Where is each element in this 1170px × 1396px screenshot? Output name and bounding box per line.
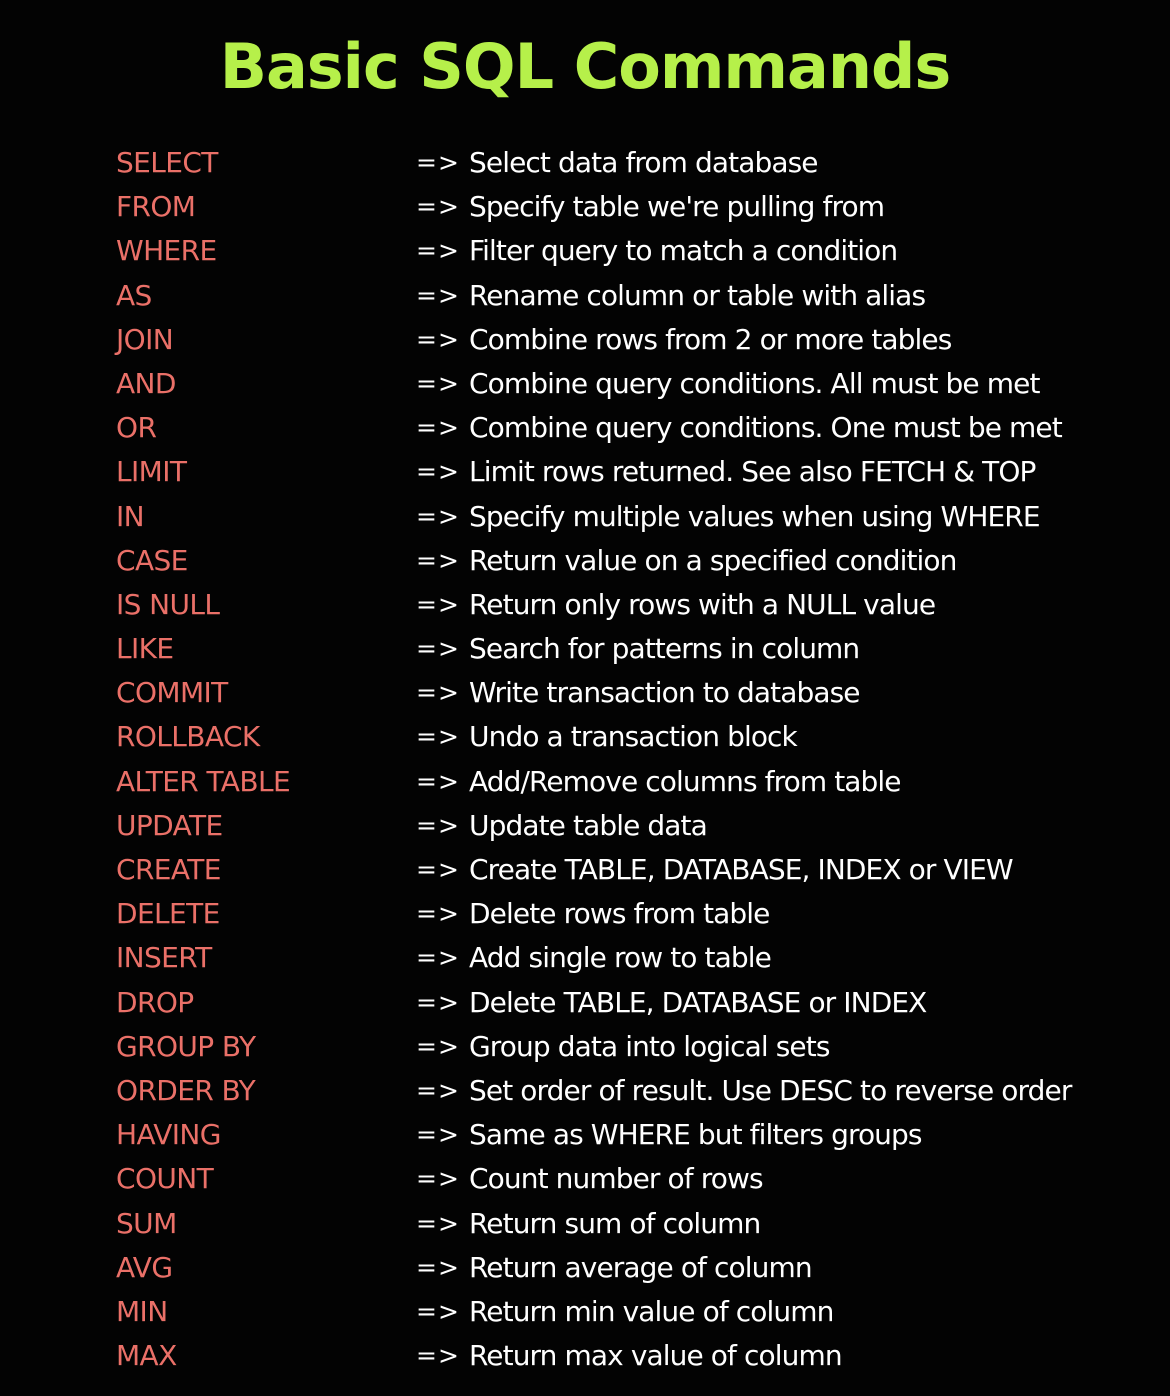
command-list	[0, 141, 1170, 1378]
command-description: Return average of column	[469, 1250, 812, 1284]
command-keyword: OR	[116, 411, 157, 445]
command-keyword: AVG	[116, 1250, 173, 1284]
command-description: Combine query conditions. All must be met	[469, 366, 1040, 400]
command-row	[0, 495, 1170, 539]
command-row	[0, 804, 1170, 848]
command-keyword: HAVING	[116, 1118, 221, 1152]
arrow-separator: =>	[416, 280, 460, 310]
command-description: Undo a transaction block	[469, 720, 797, 754]
arrow-separator: =>	[416, 1031, 460, 1061]
command-keyword: WHERE	[116, 234, 217, 268]
arrow-separator: =>	[416, 943, 460, 973]
command-keyword: UPDATE	[116, 808, 223, 842]
command-row	[0, 848, 1170, 892]
command-row	[0, 1246, 1170, 1290]
command-keyword: SUM	[116, 1206, 177, 1240]
command-keyword: ORDER BY	[116, 1073, 256, 1107]
command-description: Return max value of column	[469, 1339, 842, 1373]
command-description: Return only rows with a NULL value	[469, 587, 936, 621]
command-description: Filter query to match a condition	[469, 234, 898, 268]
arrow-separator: =>	[416, 722, 460, 752]
command-row	[0, 406, 1170, 450]
command-row	[0, 318, 1170, 362]
command-row	[0, 274, 1170, 318]
command-description: Delete rows from table	[469, 897, 770, 931]
arrow-separator: =>	[416, 236, 460, 266]
command-row	[0, 892, 1170, 936]
command-description: Delete TABLE, DATABASE or INDEX	[469, 985, 927, 1019]
arrow-separator: =>	[416, 1164, 460, 1194]
command-row	[0, 141, 1170, 185]
command-keyword: LIKE	[116, 632, 174, 666]
command-row	[0, 671, 1170, 715]
command-keyword: AS	[116, 278, 152, 312]
command-keyword: DROP	[116, 985, 194, 1019]
command-description: Add single row to table	[469, 941, 771, 975]
arrow-separator: =>	[416, 634, 460, 664]
command-row	[0, 627, 1170, 671]
arrow-separator: =>	[416, 501, 460, 531]
arrow-separator: =>	[416, 589, 460, 619]
command-keyword: FROM	[116, 190, 196, 224]
command-description: Update table data	[469, 808, 707, 842]
command-description: Return min value of column	[469, 1294, 834, 1328]
arrow-separator: =>	[416, 1296, 460, 1326]
arrow-separator: =>	[416, 766, 460, 796]
arrow-separator: =>	[416, 457, 460, 487]
arrow-separator: =>	[416, 1075, 460, 1105]
command-keyword: INSERT	[116, 941, 212, 975]
arrow-separator: =>	[416, 1341, 460, 1371]
command-description: Group data into logical sets	[469, 1029, 830, 1063]
command-keyword: DELETE	[116, 897, 220, 931]
arrow-separator: =>	[416, 1208, 460, 1238]
command-row	[0, 450, 1170, 494]
command-description: Write transaction to database	[469, 676, 860, 710]
command-description: Combine query conditions. One must be met	[469, 411, 1062, 445]
arrow-separator: =>	[416, 368, 460, 398]
arrow-separator: =>	[416, 413, 460, 443]
command-row	[0, 185, 1170, 229]
command-keyword: SELECT	[116, 146, 218, 179]
command-keyword: MIN	[116, 1294, 168, 1328]
command-keyword: MAX	[116, 1339, 177, 1373]
command-description: Same as WHERE but filters groups	[469, 1118, 922, 1152]
command-keyword: IS NULL	[116, 587, 220, 621]
arrow-separator: =>	[416, 324, 460, 354]
command-description: Select data from database	[469, 146, 818, 179]
command-keyword: COUNT	[116, 1162, 214, 1196]
command-row	[0, 362, 1170, 406]
command-description: Specify multiple values when using WHERE	[469, 499, 1040, 533]
command-description: Limit rows returned. See also FETCH & TOP	[469, 455, 1036, 489]
command-description: Count number of rows	[469, 1162, 763, 1196]
command-keyword: AND	[116, 366, 176, 400]
command-row	[0, 1113, 1170, 1157]
arrow-separator: =>	[416, 855, 460, 884]
command-keyword: GROUP BY	[116, 1029, 256, 1063]
command-row	[0, 1334, 1170, 1378]
command-description: Combine rows from 2 or more tables	[469, 322, 952, 356]
arrow-separator: =>	[416, 1252, 460, 1282]
command-row	[0, 539, 1170, 583]
page-title: Basic SQL Commands	[219, 30, 951, 103]
arrow-separator: =>	[416, 678, 460, 708]
command-keyword: ALTER TABLE	[116, 764, 291, 798]
command-keyword: COMMIT	[116, 676, 228, 710]
arrow-separator: =>	[416, 148, 460, 177]
command-row	[0, 1290, 1170, 1334]
arrow-separator: =>	[416, 1120, 460, 1150]
command-keyword: IN	[116, 499, 145, 533]
command-keyword: LIMIT	[116, 455, 187, 489]
command-description: Add/Remove columns from table	[469, 764, 901, 798]
command-keyword: JOIN	[116, 322, 174, 356]
command-row	[0, 936, 1170, 980]
arrow-separator: =>	[416, 545, 460, 575]
arrow-separator: =>	[416, 899, 460, 929]
command-row	[0, 981, 1170, 1025]
command-row	[0, 760, 1170, 804]
arrow-separator: =>	[416, 810, 460, 840]
command-row	[0, 1202, 1170, 1246]
command-row	[0, 1069, 1170, 1113]
command-row	[0, 1157, 1170, 1201]
command-description: Specify table we're pulling from	[469, 190, 885, 224]
command-row	[0, 1025, 1170, 1069]
command-keyword: CREATE	[116, 853, 221, 886]
command-description: Rename column or table with alias	[469, 278, 926, 312]
arrow-separator: =>	[416, 192, 460, 222]
command-description: Return value on a specified condition	[469, 543, 957, 577]
command-keyword: ROLLBACK	[116, 720, 260, 754]
command-description: Return sum of column	[469, 1206, 761, 1240]
command-description: Search for patterns in column	[469, 632, 860, 666]
command-keyword: CASE	[116, 543, 188, 577]
command-description: Create TABLE, DATABASE, INDEX or VIEW	[469, 853, 1013, 886]
command-description: Set order of result. Use DESC to reverse order	[469, 1073, 1072, 1107]
arrow-separator: =>	[416, 987, 460, 1017]
command-row	[0, 229, 1170, 273]
command-row	[0, 715, 1170, 759]
command-row	[0, 583, 1170, 627]
